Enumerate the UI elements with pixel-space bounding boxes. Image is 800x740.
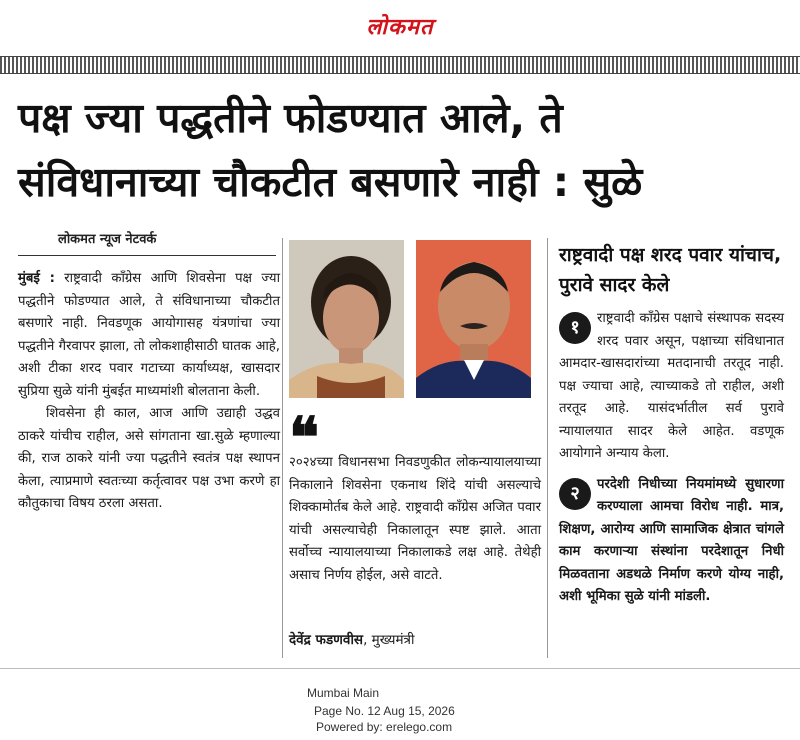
article-body-left [18, 268, 280, 516]
point-2 [559, 474, 784, 609]
photo-pair [289, 240, 531, 398]
point-number-badge: १ [559, 312, 591, 344]
quote-attribution [289, 630, 414, 648]
quote-mark-icon: ❝ [289, 405, 320, 471]
devendra-fadnavis-photo [416, 240, 531, 398]
page-date-label: Page No. 12 Aug 15, 2026 [314, 704, 455, 718]
headline-line-1: पक्ष ज्या पद्धतीने फोडण्यात आले, ते [18, 94, 563, 142]
point-1 [559, 308, 784, 466]
subheading: राष्ट्रवादी पक्ष शरद पवार यांचाच, पुरावे सादर केले [559, 244, 782, 296]
headline-line-2: संविधानाच्या चौकटीत बसणारे नाही : सुळे [18, 158, 643, 206]
masthead-rule-band [0, 56, 800, 74]
supriya-sule-photo [289, 240, 404, 398]
point-1-text: राष्ट्रवादी काँग्रेस पक्षाचे संस्थापक सदस्य शरद पवार असून, पक्षाच्या संविधानात आमदार-खासदारांच्या मतदानाची तरतूद नाही. पक्ष ज्याचा आहे, त्याच्याकडे तो राहील, अशी तरतूद आहे. यासंदर्भातील सर्व पुरावे न्यायालयात सादर केले आहेत. वडणूक आयोगाने अन्याय केला. [559, 311, 784, 461]
article-paragraph-2: शिवसेना ही काल, आज आणि उद्याही उद्धव ठाकरे यांचीच राहील, असे सांगताना खा.सुळे म्हणाल्या की, राज ठाकरे यांनी ज्या पद्धतीने स्वतंत्र पक्ष स्थापन केला, त्याप्रमाणे स्वतःच्या कर्तृत्वावर पक्ष उभा करणे हा कौतुकाचा विषय ठरला असता. [18, 406, 280, 511]
column-divider-right [547, 238, 548, 658]
dateline: मुंबई : [18, 271, 55, 286]
footer-divider [0, 668, 800, 669]
powered-by-link[interactable]: Powered by: erelego.com [316, 720, 453, 734]
point-number-badge: २ [559, 478, 591, 510]
paragraph-1-text: राष्ट्रवादी काँग्रेस आणि शिवसेना पक्ष ज्या पद्धतीने फोडण्यात आले, ते संविधानाच्या चौकटीत बसणारे नाही. निवडणूक आयोगासह यंत्रणांचा ज्या पद्धतीने गैरवापर झाला, तो लोकशाहीसाठी घातक आहे, अशी टीका शरद पवार गटाच्या कार्याध्यक्ष, खासदार सुप्रिया सुळे यांनी मुंबईत माध्यमांशी बोलताना केली. [18, 271, 280, 399]
article-paragraph-1 [18, 268, 280, 403]
quote-author-title: , मुख्यमंत्री [363, 632, 415, 648]
quote-text: २०२४च्या विधानसभा निवडणुकीत लोकन्यायालयाच्या निकालाने शिवसेना एकनाथ शिंदे यांची असल्याचे शिक्कामोर्तब केले आहे. राष्ट्रवादी काँग्रेस अजित पवार यांची असल्याचेही निकालातून स्पष्ट झाले. आता सर्वोच्च न्यायालयाच्या निकालाकडे लक्ष आहे. तेथेही असाच निर्णय होईल, असे वाटते. [289, 455, 541, 583]
quote-author: देवेंद्र फडणवीस [289, 632, 364, 648]
article-sidebar-right [559, 240, 784, 609]
masthead [0, 0, 800, 56]
point-2-text: परदेशी निधीच्या नियमांमध्ये सुधारणा करण्याला आमचा विरोध नाही. मात्र, शिक्षण, आरोग्य आणि सामाजिक क्षेत्रात चांगले काम करणाऱ्या संस्थांना परदेशातून निधी मिळवताना अडथळे निर्माण करणे योग्य नाही, अशी भूमिका सुळे यांनी मांडली. [559, 476, 784, 604]
edition-label: Mumbai Main [307, 686, 380, 700]
lokmat-logo: लोकमत [366, 15, 434, 40]
byline: लोकमत न्यूज नेटवर्क [58, 232, 157, 247]
column-divider-left [282, 238, 283, 658]
byline-divider [18, 255, 276, 256]
